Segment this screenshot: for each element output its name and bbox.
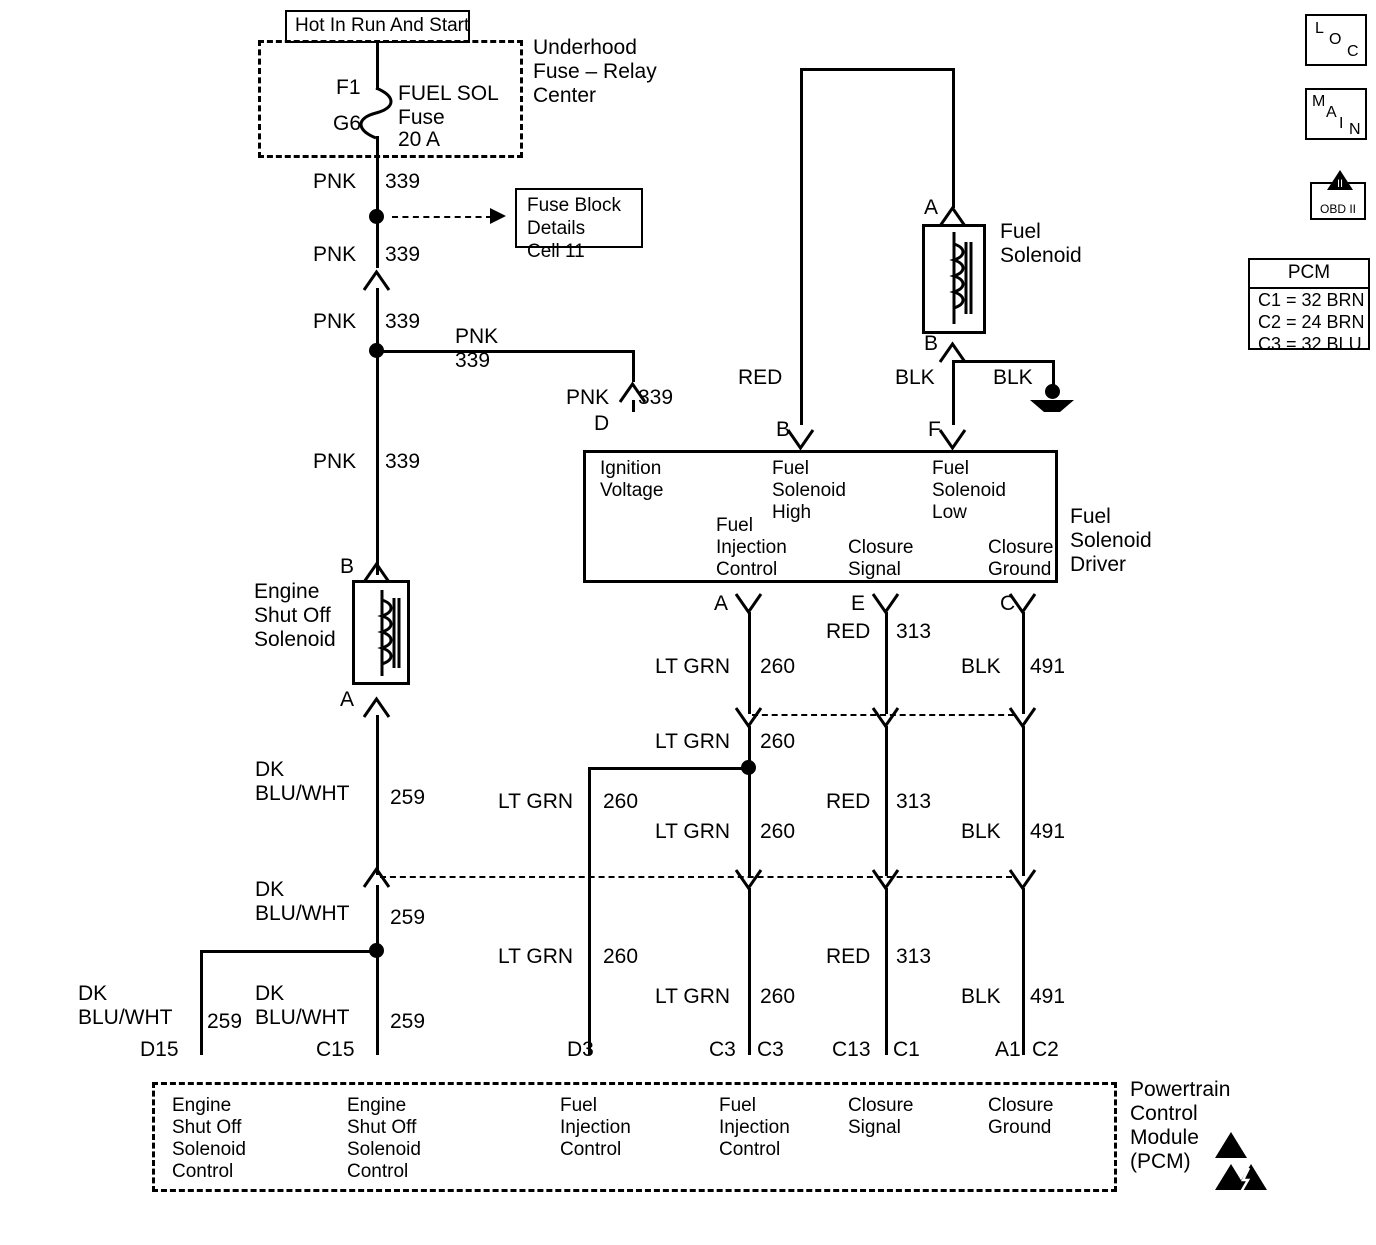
blk491-label-3: BLK <box>961 985 1001 1008</box>
fuel-solenoid-label: Fuel Solenoid <box>1000 220 1082 267</box>
pin-pcm-c3-right: C3 <box>757 1038 784 1061</box>
main-badge[interactable] <box>1305 88 1367 140</box>
fuel-solenoid-driver-label: Fuel Solenoid Driver <box>1070 505 1152 576</box>
pin-driver-c: C <box>1000 592 1016 615</box>
pcm-pin-label-c15: Engine Shut Off Solenoid Control <box>347 1095 421 1182</box>
esos-coil-icon <box>360 590 404 676</box>
red313-wire-3 <box>885 888 888 1055</box>
dkbluwht-num-1: 259 <box>390 786 426 809</box>
red313-label-1: RED <box>826 620 871 643</box>
loc-badge-o: O <box>1329 31 1342 48</box>
dkbluwht-num-4: 259 <box>390 1010 426 1033</box>
blk491-num-2: 491 <box>1030 820 1066 843</box>
ltgrn-num-2: 260 <box>760 730 796 753</box>
blk491-wire-1 <box>1022 612 1025 714</box>
connector-chevron-driver-f <box>940 428 965 450</box>
red313-label-3: RED <box>826 945 871 968</box>
driver-ignition-voltage-label: Ignition Voltage <box>600 458 664 501</box>
red313-num-3: 313 <box>896 945 932 968</box>
ltgrn-wire-a-1 <box>748 612 751 714</box>
connector-divider-upper <box>752 714 1014 716</box>
esd-warning-icon-2 <box>1213 1162 1271 1194</box>
pcm-pin-label-c3: Fuel Injection Control <box>719 1095 790 1160</box>
driver-fuel-injection-control-label: Fuel Injection Control <box>716 515 787 580</box>
pcm-legend-row-c1: C1 = 32 BRN <box>1258 290 1365 310</box>
pnk-num-d: 339 <box>638 386 674 409</box>
blk491-wire-3 <box>1022 888 1025 1055</box>
pin-driver-b: B <box>776 418 791 441</box>
fuel-solenoid-b-down <box>952 360 955 425</box>
svg-text:II: II <box>1336 178 1344 190</box>
fuel-solenoid-gnd-wire <box>952 360 1052 363</box>
pnk-label-d: PNK <box>566 386 610 409</box>
connector-chevron-driver-b <box>788 428 813 450</box>
pnk-num-3: 339 <box>385 310 421 333</box>
pin-fuel-solenoid-b: B <box>924 332 939 355</box>
pnk-label-3: PNK <box>313 310 357 333</box>
red313-label-2: RED <box>826 790 871 813</box>
ltgrn-num-5: 260 <box>603 945 639 968</box>
fuel-solenoid-top-wire <box>800 68 952 71</box>
ground-symbol-icon <box>1030 396 1074 414</box>
ltgrn-label-5: LT GRN <box>498 945 574 968</box>
pnk-num-4: 339 <box>385 450 421 473</box>
pin-pcm-c1: C1 <box>893 1038 920 1061</box>
driver-fuel-solenoid-high-label: Fuel Solenoid High <box>772 458 846 523</box>
main-badge-a: A <box>1326 104 1337 121</box>
ltgrn-label-2: LT GRN <box>655 730 731 753</box>
pin-driver-e: E <box>851 592 866 615</box>
pin-d-label: D <box>594 412 610 435</box>
fuse-terminal-f1: F1 <box>336 76 361 99</box>
dkbluwht-label-4: DK BLU/WHT <box>255 982 350 1029</box>
blk491-label-1: BLK <box>961 655 1001 678</box>
connector-chevron-blk491-1 <box>1010 706 1035 728</box>
pnk-label-4: PNK <box>313 450 357 473</box>
fuel-solenoid-coil-icon <box>932 232 980 324</box>
dkbluwht-num-2: 259 <box>390 906 426 929</box>
pin-pcm-c3-left: C3 <box>709 1038 736 1061</box>
ltgrn-num-4: 260 <box>760 820 796 843</box>
pin-pcm-c15: C15 <box>316 1038 355 1061</box>
connector-chevron-red313-2 <box>873 868 898 890</box>
pcm-pin-label-d3: Fuel Injection Control <box>560 1095 631 1160</box>
pcm-label: Powertrain Control Module (PCM) <box>1130 1078 1231 1173</box>
splice-dot-fuse-block <box>369 209 384 224</box>
loc-badge-c: C <box>1347 43 1359 60</box>
pnk-wire-seg-2 <box>376 288 379 350</box>
blk491-label-2: BLK <box>961 820 1001 843</box>
driver-closure-ground-label: Closure Ground <box>988 537 1054 580</box>
esd-warning-icon-1 <box>1213 1130 1249 1160</box>
pnk-label-2: PNK <box>313 243 357 266</box>
red313-num-1: 313 <box>896 620 932 643</box>
obd-ii-badge[interactable] <box>1310 178 1366 220</box>
pnk-wire-seg-3 <box>376 350 379 575</box>
pnk-num-1: 339 <box>385 170 421 193</box>
ltgrn-label-3: LT GRN <box>498 790 574 813</box>
ltgrn-label-6: LT GRN <box>655 985 731 1008</box>
connector-chevron-red313-1 <box>873 706 898 728</box>
ltgrn-label-1: LT GRN <box>655 655 731 678</box>
driver-closure-signal-label: Closure Signal <box>848 537 914 580</box>
ltgrn-label-4: LT GRN <box>655 820 731 843</box>
ltgrn-wire-a-2 <box>748 726 751 876</box>
fuse-block-arrow-icon <box>490 208 508 225</box>
ltgrn-num-6: 260 <box>760 985 796 1008</box>
dkbluwht-branch-wire <box>200 950 378 953</box>
ltgrn-branch-wire <box>588 767 750 770</box>
connector-chevron-driver-a <box>736 592 761 614</box>
pin-esos-a: A <box>340 688 355 711</box>
engine-shut-off-solenoid-label: Engine Shut Off Solenoid <box>254 580 336 651</box>
red-top-label: RED <box>738 366 783 389</box>
fuse-block-dashed-link <box>392 216 492 218</box>
pin-pcm-c2: C2 <box>1032 1038 1059 1061</box>
ltgrn-wire-a-3 <box>748 888 751 1055</box>
pin-esos-b: B <box>340 555 355 578</box>
fuel-solenoid-a-wire <box>952 68 955 208</box>
connector-chevron-ltgrn-2 <box>736 868 761 890</box>
blk491-wire-2 <box>1022 726 1025 876</box>
ltgrn-branch-down <box>588 767 591 1055</box>
blk491-num-3: 491 <box>1030 985 1066 1008</box>
pin-driver-a: A <box>714 592 729 615</box>
dkbluwht-num-3: 259 <box>207 1010 243 1033</box>
dkbluwht-label-3: DK BLU/WHT <box>78 982 173 1029</box>
main-badge-n: N <box>1349 121 1361 138</box>
pin-fuel-solenoid-a: A <box>924 196 939 219</box>
pin-pcm-d15: D15 <box>140 1038 179 1061</box>
pcm-legend-header: PCM <box>1250 260 1368 289</box>
blk-top-label: BLK <box>895 366 935 389</box>
red313-wire-2 <box>885 726 888 876</box>
connector-chevron-blk491-2 <box>1010 868 1035 890</box>
blk-ground-label: BLK <box>993 366 1033 389</box>
pnk-branch-label: PNK 339 <box>455 325 499 372</box>
pcm-pin-label-c13: Closure Signal <box>848 1095 914 1138</box>
pcm-pin-label-a1: Closure Ground <box>988 1095 1054 1138</box>
ltgrn-num-1: 260 <box>760 655 796 678</box>
dkbluwht-label-2: DK BLU/WHT <box>255 878 350 925</box>
fuse-terminal-g6: G6 <box>333 112 362 135</box>
fuse-top-wire <box>376 42 379 90</box>
connector-chevron-driver-c <box>1010 592 1035 614</box>
pnk-num-2: 339 <box>385 243 421 266</box>
pcm-connector-legend <box>1248 258 1370 354</box>
main-badge-m: M <box>1312 93 1326 110</box>
connector-chevron-driver-e <box>873 592 898 614</box>
fuse-rating: 20 A <box>398 128 441 151</box>
pcm-legend-row-c3: C3 = 32 BLU <box>1258 334 1362 354</box>
pin-pcm-d3: D3 <box>567 1038 594 1061</box>
obd-badge-text: OBD II <box>1319 202 1356 216</box>
obd-triangle-icon <box>1326 170 1354 192</box>
pin-driver-f: F <box>928 418 941 441</box>
hot-in-run-and-start-label: Hot In Run And Start <box>285 10 470 43</box>
main-badge-i: I <box>1339 115 1344 132</box>
dkbluwht-label-1: DK BLU/WHT <box>255 758 350 805</box>
red-feed-wire <box>800 68 803 425</box>
ltgrn-num-3: 260 <box>603 790 639 813</box>
pnk-branch-down <box>632 350 635 382</box>
loc-badge-l: L <box>1315 20 1324 37</box>
driver-fuel-solenoid-low-label: Fuel Solenoid Low <box>932 458 1006 523</box>
fuse-name: FUEL SOL <box>398 82 499 105</box>
pcm-legend-row-c2: C2 = 24 BRN <box>1258 312 1365 332</box>
loc-badge[interactable] <box>1305 14 1367 66</box>
pin-pcm-a1: A1 <box>995 1038 1021 1061</box>
pnk-branch-d-stub <box>632 400 635 412</box>
pnk-label-1: PNK <box>313 170 357 193</box>
fuse-block-details-box[interactable]: Fuse Block Details Cell 11 <box>515 188 643 248</box>
blk491-num-1: 491 <box>1030 655 1066 678</box>
fuse-line2: Fuse <box>398 106 445 129</box>
connector-divider-lower <box>380 876 1012 878</box>
pin-pcm-c13: C13 <box>832 1038 871 1061</box>
underhood-fuse-relay-center-label: Underhood Fuse – Relay Center <box>533 36 657 107</box>
pcm-pin-label-d15: Engine Shut Off Solenoid Control <box>172 1095 246 1182</box>
connector-chevron-ltgrn-1 <box>736 706 761 728</box>
red313-num-2: 313 <box>896 790 932 813</box>
red313-wire-1 <box>885 612 888 714</box>
